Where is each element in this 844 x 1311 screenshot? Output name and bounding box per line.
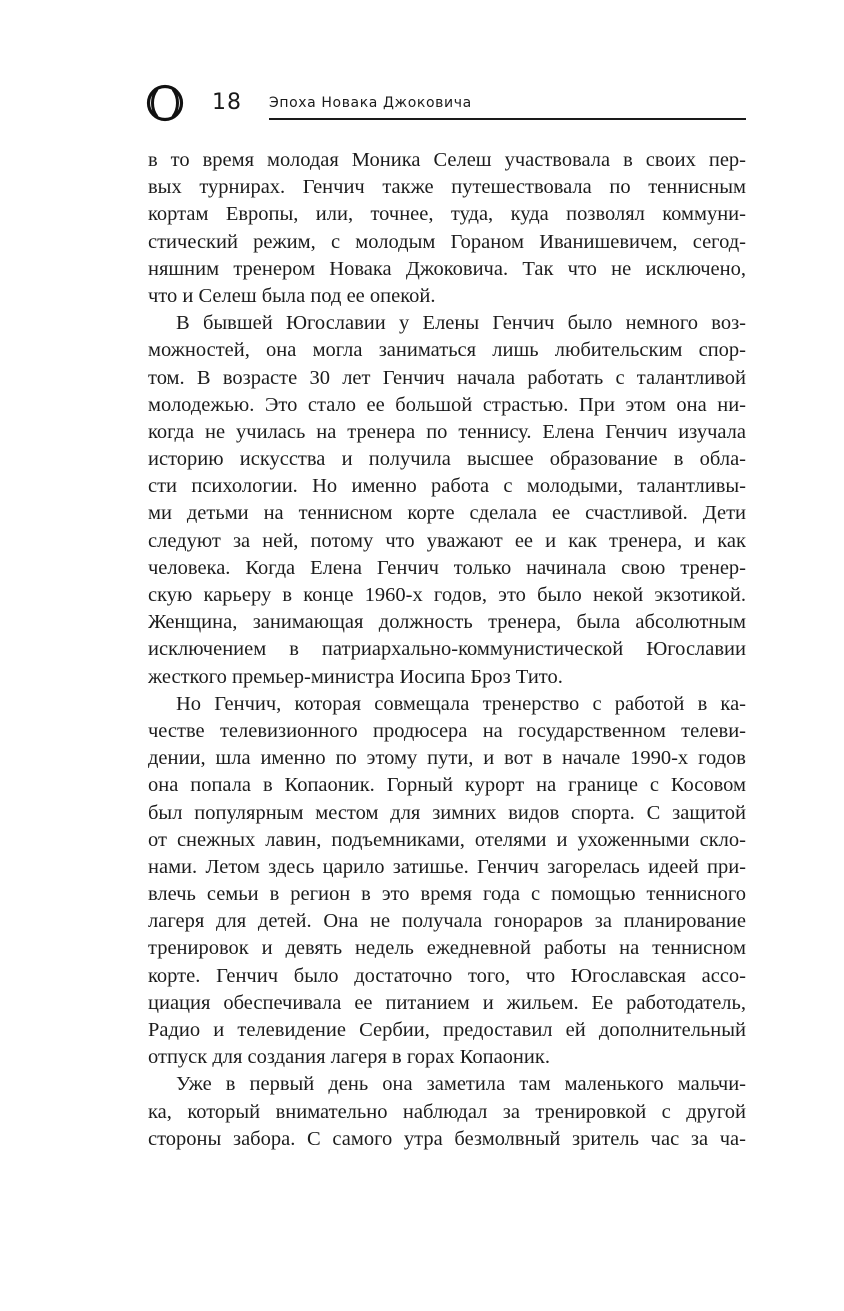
text-line: честве телевизионного продюсера на государственном телеви- xyxy=(148,719,746,742)
running-title: Эпоха Новака Джоковича xyxy=(269,95,472,111)
text-line: был популярным местом для зимних видов спорта. С защитой xyxy=(148,801,746,824)
text-line: вых турнирах. Генчич также путешествовала по теннисным xyxy=(148,176,746,199)
text-line: она попала в Копаоник. Горный курорт на границе с Косовом xyxy=(148,774,746,797)
text-line: кортам Европы, или, точнее, туда, куда позволял коммуни- xyxy=(148,203,746,226)
text-line: Женщина, занимающая должность тренера, была абсолютным xyxy=(148,611,746,634)
text-line: лагеря для детей. Она не получала гонораров за планирование xyxy=(148,910,746,933)
text-line: историю искусства и получила высшее образование в обла- xyxy=(148,448,746,471)
text-line: стороны забора. С самого утра безмолвный зритель час за ча- xyxy=(148,1127,746,1150)
text-line: стический режим, с молодым Гораном Иванишевичем, сегод- xyxy=(148,230,746,253)
text-line: сти психологии. Но именно работа с молодыми, талантливы- xyxy=(148,475,746,498)
tennis-ball-icon xyxy=(146,84,184,122)
text-line: В бывшей Югославии у Елены Генчич было немного воз- xyxy=(176,312,746,335)
text-line: следуют за ней, потому что уважают ее и как тренера, и как xyxy=(148,529,746,552)
text-line: Уже в первый день она заметила там маленького мальчи- xyxy=(176,1073,746,1096)
text-line: можностей, она могла заниматься лишь любительским спор- xyxy=(148,339,746,362)
text-line: ка, который внимательно наблюдал за тренировкой с другой xyxy=(148,1100,746,1123)
text-line: когда не училась на тренера по теннису. Елена Генчич изучала xyxy=(148,420,746,443)
paragraph xyxy=(148,310,746,691)
text-line: Радио и телевидение Сербии, предоставил ей дополнительный xyxy=(148,1019,746,1041)
page-number: 18 xyxy=(212,90,242,115)
text-line: исключением в патриархально-коммунистической Югославии xyxy=(148,638,746,661)
text-line: жесткого премьер-министра Иосипа Броз Тито. xyxy=(148,665,563,688)
text-line: няшним тренером Новака Джоковича. Так что не исключено, xyxy=(148,257,746,280)
text-line: корте. Генчич было достаточно того, что Югославская ассо- xyxy=(148,964,746,987)
text-line: что и Селеш была под ее опекой. xyxy=(148,284,436,307)
text-line: ми детьми на теннисном корте сделала ее счастливой. Дети xyxy=(148,502,746,525)
text-line: циация обеспечивала ее питанием и жильем. Ее работодатель, xyxy=(148,991,746,1014)
text-line: в то время молодая Моника Селеш участвовала в своих пер- xyxy=(148,149,746,171)
text-line: от снежных лавин, подъемниками, отелями и ухоженными скло- xyxy=(148,828,746,851)
text-line: дении, шла именно по этому пути, и вот в начале 1990-х годов xyxy=(148,747,746,770)
body-text xyxy=(148,147,746,1153)
paragraph xyxy=(148,691,746,1072)
text-line: влечь семьи в регион в это время года с помощью теннисного xyxy=(148,883,746,906)
text-line: нами. Летом здесь царило затишье. Генчич загорелась идеей при- xyxy=(148,855,746,878)
page-header xyxy=(146,84,746,124)
paragraph xyxy=(148,147,746,310)
text-line: том. В возрасте 30 лет Генчич начала работать с талантливой xyxy=(148,366,746,389)
text-line: отпуск для создания лагеря в горах Копаоник. xyxy=(148,1046,550,1069)
header-divider xyxy=(269,118,746,120)
paragraph xyxy=(148,1071,746,1153)
text-line: скую карьеру в конце 1960-х годов, это было некой экзотикой. xyxy=(148,584,746,606)
text-line: Но Генчич, которая совмещала тренерство с работой в ка- xyxy=(176,692,746,715)
text-line: человека. Когда Елена Генчич только начинала свою тренер- xyxy=(148,556,746,579)
text-line: тренировок и девять недель ежедневной работы на теннисном xyxy=(148,937,746,960)
text-line: молодежью. Это стало ее большой страстью. При этом она ни- xyxy=(148,393,746,416)
